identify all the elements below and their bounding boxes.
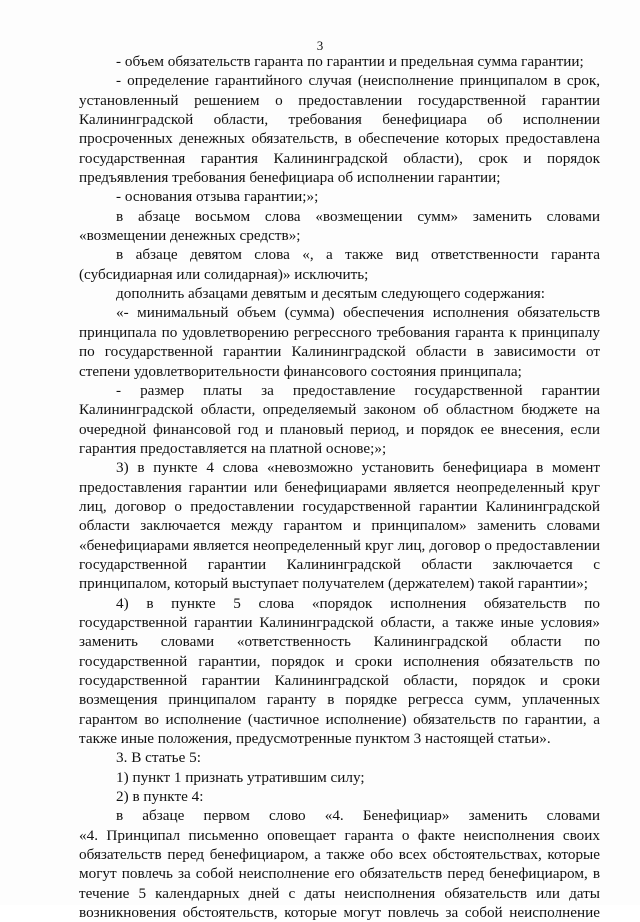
text-line: государственной гарантии, порядок и сроки исполнения обязательств по bbox=[79, 652, 600, 670]
text-line: просроченных денежных обязательств, в обеспечение которых предоставлена bbox=[79, 130, 600, 148]
text-line: (субсидиарная или солидарная)» исключить; bbox=[79, 265, 369, 283]
text-line: возмещения принципалом гаранту в порядке регресса сумм, уплаченных bbox=[79, 691, 600, 709]
text-line: государственной гарантии Калининградской области, а также иные условия» bbox=[79, 613, 600, 631]
text-line: «возмещении денежных средств»; bbox=[79, 227, 301, 245]
text-line: области заключается между гарантом и принципалом» заменить словами bbox=[79, 517, 600, 535]
text-line: 4) в пункте 5 слова «порядок исполнения обязательств по bbox=[116, 594, 600, 612]
text-line: гарантом во исполнение (частичное исполнение) обязательств по гарантии, а bbox=[79, 710, 600, 728]
text-line: гарантия предоставляется на платной основе;»; bbox=[79, 439, 387, 457]
text-line: 3. В статье 5: bbox=[116, 749, 201, 767]
text-line: предоставления гарантии или бенефициарами является неопределенный круг bbox=[79, 478, 600, 496]
text-line: дополнить абзацами девятым и десятым следующего содержания: bbox=[116, 285, 545, 303]
text-line: возникновения обстоятельств, которые могут повлечь за собой неисполнение bbox=[79, 904, 600, 922]
text-line: 2) в пункте 4: bbox=[116, 788, 204, 806]
text-line: очередной финансовой год и плановый период, и порядок ее внесения, если bbox=[79, 420, 600, 438]
text-line: - объем обязательств гаранта по гарантии и предельная сумма гарантии; bbox=[116, 53, 584, 70]
text-line: в абзаце восьмом слова «возмещении сумм» заменить словами bbox=[116, 207, 600, 225]
text-line: 3) в пункте 4 слова «невозможно установить бенефициара в момент bbox=[116, 459, 600, 477]
text-line: принципала по удовлетворению регрессного требования гаранта к принципалу bbox=[79, 323, 600, 341]
text-line: - размер платы за предоставление государственной гарантии bbox=[116, 381, 600, 399]
text-line: заменить словами «ответственность Калининградской области по bbox=[79, 633, 600, 651]
document-body bbox=[79, 52, 600, 922]
text-line: в абзаце девятом слова «, а также вид ответственности гаранта bbox=[116, 246, 600, 264]
text-line: установленный решением о предоставлении государственной гарантии bbox=[79, 91, 600, 109]
page-number: 3 bbox=[316, 38, 324, 53]
text-line: Калининградской области, определяемый законом об областном бюджете на bbox=[79, 401, 600, 419]
text-line: принципалом, который выступает получателем (держателем) такой гарантии»; bbox=[79, 575, 589, 593]
text-line: в абзаце первом слово «4. Бенефициар» заменить словами bbox=[116, 807, 600, 825]
text-line: «бенефициарами является неопределенный круг лиц, договор о предоставлении bbox=[79, 536, 600, 554]
text-line: также иные положения, предусмотренные пунктом 3 настоящей статьи». bbox=[79, 730, 551, 748]
text-line: предъявления требования бенефициара об исполнении гарантии; bbox=[79, 169, 501, 187]
text-line: течение 5 календарных дней с даты неисполнения обязательств или даты bbox=[79, 884, 600, 902]
text-line: 1) пункт 1 признать утратившим силу; bbox=[116, 768, 365, 786]
text-line: государственная гарантия Калининградской области), срок и порядок bbox=[79, 149, 600, 167]
text-line: государственной гарантии Калининградской области, порядок и сроки bbox=[79, 672, 600, 689]
text-line: «4. Принципал письменно оповещает гаранта о факте неисполнения своих bbox=[79, 826, 600, 844]
text-line: могут повлечь за собой неисполнение его обязательств перед бенефициаром, в bbox=[79, 865, 600, 883]
text-line: Калининградской области, требования бенефициара об исполнении bbox=[79, 111, 600, 129]
text-line: - определение гарантийного случая (неисполнение принципалом в срок, bbox=[116, 72, 600, 90]
text-line: «- минимальный объем (сумма) обеспечения исполнения обязательств bbox=[116, 304, 600, 322]
text-line: обязательств перед бенефициаром, а также обо всех обстоятельствах, которые bbox=[79, 846, 600, 864]
text-line: лиц, договор о предоставлении государственной гарантии Калининградской bbox=[79, 497, 600, 515]
text-line: государственной гарантии Калининградской области заключается с bbox=[79, 555, 600, 573]
text-line: по государственной гарантии Калининградской области в зависимости от bbox=[79, 343, 600, 361]
text-line: степени удовлетворительности финансового состояния принципала; bbox=[79, 362, 522, 380]
text-line: - основания отзыва гарантии;»; bbox=[116, 188, 319, 206]
